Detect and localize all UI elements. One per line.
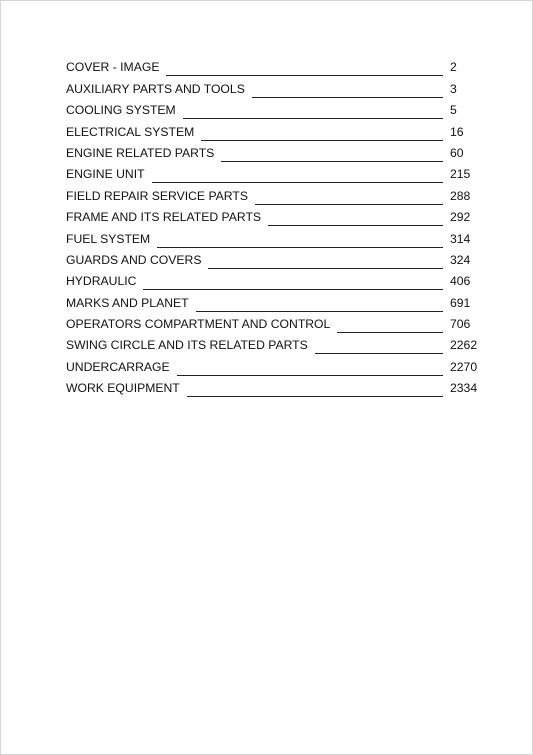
toc-entry[interactable]: [66, 375, 486, 396]
toc-entry-title: GUARDS AND COVERS: [66, 252, 202, 267]
toc-leader-line: [152, 182, 443, 183]
toc-entry-page: 3: [450, 81, 457, 96]
table-of-contents: [66, 54, 486, 396]
toc-entry-page: 5: [450, 103, 457, 118]
toc-entry[interactable]: [66, 247, 486, 268]
toc-entry-title: ENGINE UNIT: [66, 167, 145, 182]
toc-entry-title: FRAME AND ITS RELATED PARTS: [66, 210, 262, 225]
toc-leader-line: [268, 225, 443, 226]
toc-entry[interactable]: [66, 97, 486, 118]
toc-entry-page: 324: [450, 252, 471, 267]
toc-entry-page: 406: [450, 274, 471, 289]
toc-leader-line: [315, 353, 443, 354]
toc-entry-page: 288: [450, 188, 471, 203]
toc-entry-page: 2: [450, 60, 457, 75]
toc-leader-line: [187, 396, 443, 397]
toc-entry-title: AUXILIARY PARTS AND TOOLS: [66, 81, 245, 96]
toc-entry[interactable]: [66, 118, 486, 139]
toc-entry-title: SWING CIRCLE AND ITS RELATED PARTS: [66, 338, 308, 353]
toc-entry-title: WORK EQUIPMENT: [66, 381, 180, 396]
toc-leader-line: [177, 375, 443, 376]
toc-entry-page: 314: [450, 231, 471, 246]
toc-entry[interactable]: [66, 332, 486, 353]
toc-entry-title: FUEL SYSTEM: [66, 231, 151, 246]
toc-entry-page: 2270: [450, 359, 478, 374]
toc-entry-page: 706: [450, 317, 471, 332]
toc-entry-page: 60: [450, 145, 464, 160]
toc-entry-title: OPERATORS COMPARTMENT AND CONTROL: [66, 317, 331, 332]
toc-entry[interactable]: [66, 140, 486, 161]
toc-entry[interactable]: [66, 204, 486, 225]
toc-entry-page: 2334: [450, 381, 478, 396]
toc-leader-line: [208, 268, 443, 269]
toc-entry[interactable]: [66, 75, 486, 96]
toc-entry-title: FIELD REPAIR SERVICE PARTS: [66, 188, 248, 203]
toc-entry[interactable]: [66, 353, 486, 374]
toc-leader-line: [196, 311, 443, 312]
toc-leader-line: [252, 97, 443, 98]
toc-leader-line: [337, 332, 443, 333]
toc-leader-line: [183, 118, 443, 119]
toc-entry-title: COVER - IMAGE: [66, 60, 160, 75]
toc-leader-line: [143, 289, 443, 290]
toc-entry-title: ENGINE RELATED PARTS: [66, 145, 215, 160]
toc-entry-page: 691: [450, 295, 471, 310]
toc-entry-title: MARKS AND PLANET: [66, 295, 189, 310]
toc-leader-line: [166, 75, 443, 76]
toc-entry[interactable]: [66, 161, 486, 182]
toc-entry[interactable]: [66, 54, 486, 75]
toc-entry[interactable]: [66, 289, 486, 310]
toc-entry-title: COOLING SYSTEM: [66, 103, 176, 118]
toc-entry-page: 16: [450, 124, 464, 139]
toc-leader-line: [201, 140, 443, 141]
toc-leader-line: [157, 247, 443, 248]
toc-entry[interactable]: [66, 182, 486, 203]
toc-entry-page: 292: [450, 210, 471, 225]
toc-entry-page: 2262: [450, 338, 478, 353]
toc-entry-title: HYDRAULIC: [66, 274, 137, 289]
toc-leader-line: [255, 204, 443, 205]
toc-entry-title: ELECTRICAL SYSTEM: [66, 124, 195, 139]
toc-entry-title: UNDERCARRAGE: [66, 359, 170, 374]
toc-entry[interactable]: [66, 268, 486, 289]
toc-leader-line: [221, 161, 443, 162]
toc-entry-page: 215: [450, 167, 471, 182]
toc-entry[interactable]: [66, 311, 486, 332]
toc-entry[interactable]: [66, 225, 486, 246]
